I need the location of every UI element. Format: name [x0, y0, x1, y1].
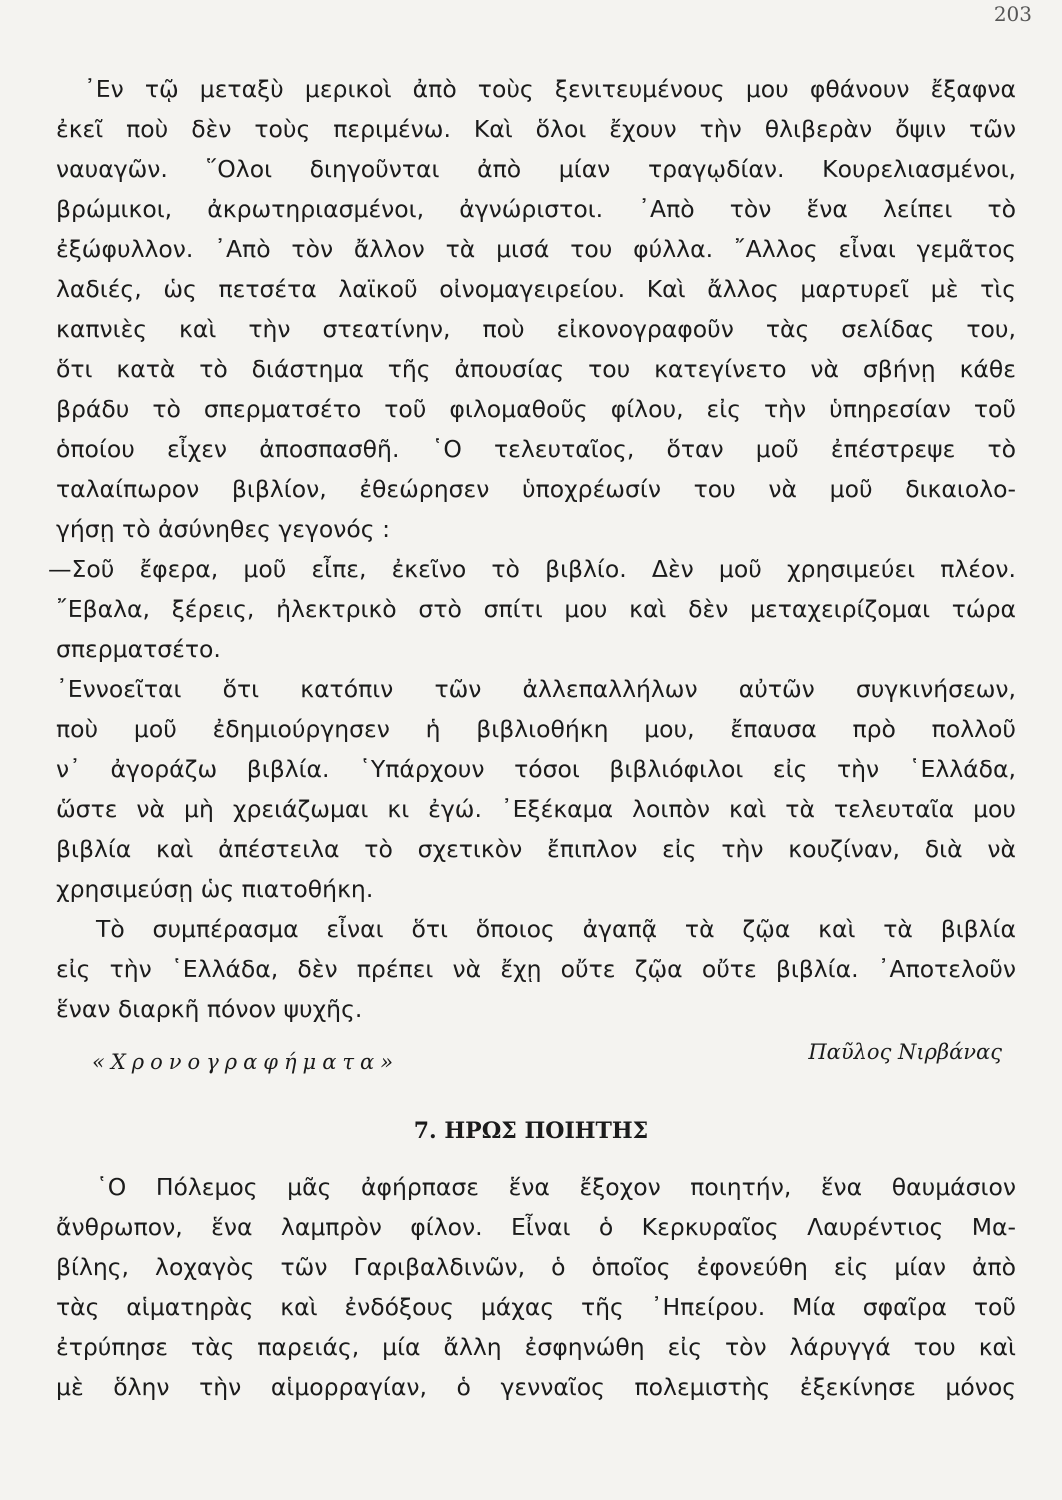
text-line: μὲ ὅλην τὴν αἱμορραγίαν, ὁ γενναῖος πολεμιστὴς ἐξεκίνησε μόνος	[56, 1373, 1016, 1401]
text-line: εἰς τὴν ῾Ελλάδα, δὲν πρέπει νὰ ἔχῃ οὔτε ζῷα οὔτε βιβλία. ᾿Αποτελοῦν	[56, 955, 1016, 983]
text-line: ὥστε νὰ μὴ χρειάζωμαι κι ἐγώ. ᾿Εξέκαμα λοιπὸν καὶ τὰ τελευταῖα μου	[56, 795, 1016, 823]
text-line: ἕναν διαρκῆ πόνον ψυχῆς.	[56, 995, 363, 1023]
text-line: ῎Εβαλα, ξέρεις, ἠλεκτρικὸ στὸ σπίτι μου καὶ δὲν μεταχειρίζομαι τώρα	[56, 595, 1016, 623]
text-line: ν᾿ ἀγοράζω βιβλία. ῾Υπάρχουν τόσοι βιβλιόφιλοι εἰς τὴν ῾Ελλάδα,	[56, 755, 1016, 783]
text-line: ᾿Εν τῷ μεταξὺ μερικοὶ ἀπὸ τοὺς ξενιτευμένους μου φθάνουν ἔξαφνα	[84, 75, 1016, 103]
text-line: βίλης, λοχαγὸς τῶν Γαριβαλδινῶν, ὁ ὁποῖος ἐφονεύθη εἰς μίαν ἀπὸ	[56, 1253, 1016, 1281]
text-line: τὰς αἱματηρὰς καὶ ἐνδόξους μάχας τῆς ᾿Ηπείρου. Μία σφαῖρα τοῦ	[56, 1293, 1016, 1321]
text-line: βράδυ τὸ σπερματσέτο τοῦ φιλομαθοῦς φίλου, εἰς τὴν ὑπηρεσίαν τοῦ	[56, 395, 1016, 423]
text-line: γήσῃ τὸ ἀσύνηθες γεγονός :	[56, 515, 390, 543]
text-line: ὅτι κατὰ τὸ διάστημα τῆς ἀπουσίας του κατεγίνετο νὰ σβήνῃ κάθε	[56, 355, 1016, 383]
text-line: ἐξώφυλλον. ᾿Απὸ τὸν ἄλλον τὰ μισά του φύλλα. ῎Αλλος εἶναι γεμᾶτος	[56, 235, 1016, 263]
text-line: Τὸ συμπέρασμα εἶναι ὅτι ὅποιος ἀγαπᾷ τὰ ζῷα καὶ τὰ βιβλία	[96, 915, 1016, 943]
text-line: ἐκεῖ ποὺ δὲν τοὺς περιμένω. Καὶ ὅλοι ἔχουν τὴν θλιβερὰν ὄψιν τῶν	[56, 115, 1016, 143]
text-line: —Σοῦ ἔφερα, μοῦ εἶπε, ἐκεῖνο τὸ βιβλίο. Δὲν μοῦ χρησιμεύει πλέον.	[48, 555, 1016, 583]
page-number: 203	[993, 2, 1032, 26]
source-title: «Χρονογραφήματα»	[92, 1050, 400, 1074]
text-line: ὁποίου εἶχεν ἀποσπασθῆ. ῾Ο τελευταῖος, ὅταν μοῦ ἐπέστρεψε τὸ	[56, 435, 1016, 463]
text-line: σπερματσέτο.	[56, 635, 221, 663]
text-line: καπνιὲς καὶ τὴν στεατίνην, ποὺ εἰκονογραφοῦν τὰς σελίδας του,	[56, 315, 1016, 343]
text-line: βιβλία καὶ ἀπέστειλα τὸ σχετικὸν ἔπιπλον εἰς τὴν κουζίναν, διὰ νὰ	[56, 835, 1016, 863]
text-line: ῾Ο Πόλεμος μᾶς ἀφήρπασε ἕνα ἔξοχον ποιητήν, ἕνα θαυμάσιον	[96, 1173, 1016, 1201]
text-line: χρησιμεύσῃ ὡς πιατοθήκη.	[56, 875, 374, 903]
text-line: ταλαίπωρον βιβλίον, ἐθεώρησεν ὑποχρέωσίν του νὰ μοῦ δικαιολο-	[56, 475, 1016, 503]
text-line: βρώμικοι, ἀκρωτηριασμένοι, ἀγνώριστοι. ᾿Απὸ τὸν ἕνα λείπει τὸ	[56, 195, 1016, 223]
text-line: λαδιές, ὡς πετσέτα λαϊκοῦ οἰνομαγειρείου. Καὶ ἄλλος μαρτυρεῖ μὲ τὶς	[56, 275, 1016, 303]
text-line: ἐτρύπησε τὰς παρειάς, μία ἄλλη ἐσφηνώθη εἰς τὸν λάρυγγά του καὶ	[56, 1333, 1016, 1361]
text-line: ποὺ μοῦ ἐδημιούργησεν ἡ βιβλιοθήκη μου, ἔπαυσα πρὸ πολλοῦ	[56, 715, 1016, 743]
text-line: ᾿Εννοεῖται ὅτι κατόπιν τῶν ἀλλεπαλλήλων αὐτῶν συγκινήσεων,	[56, 675, 1016, 703]
section-heading: 7. ΗΡΩΣ ΠΟΙΗΤΗΣ	[413, 1118, 649, 1144]
text-line: ναυαγῶν. ῞Ολοι διηγοῦνται ἀπὸ μίαν τραγῳδίαν. Κουρελιασμένοι,	[56, 155, 1016, 183]
text-line: ἄνθρωπον, ἕνα λαμπρὸν φίλον. Εἶναι ὁ Κερκυραῖος Λαυρέντιος Μα-	[56, 1213, 1016, 1241]
author-signature: Παῦλος Νιρβάνας	[808, 1040, 1002, 1064]
